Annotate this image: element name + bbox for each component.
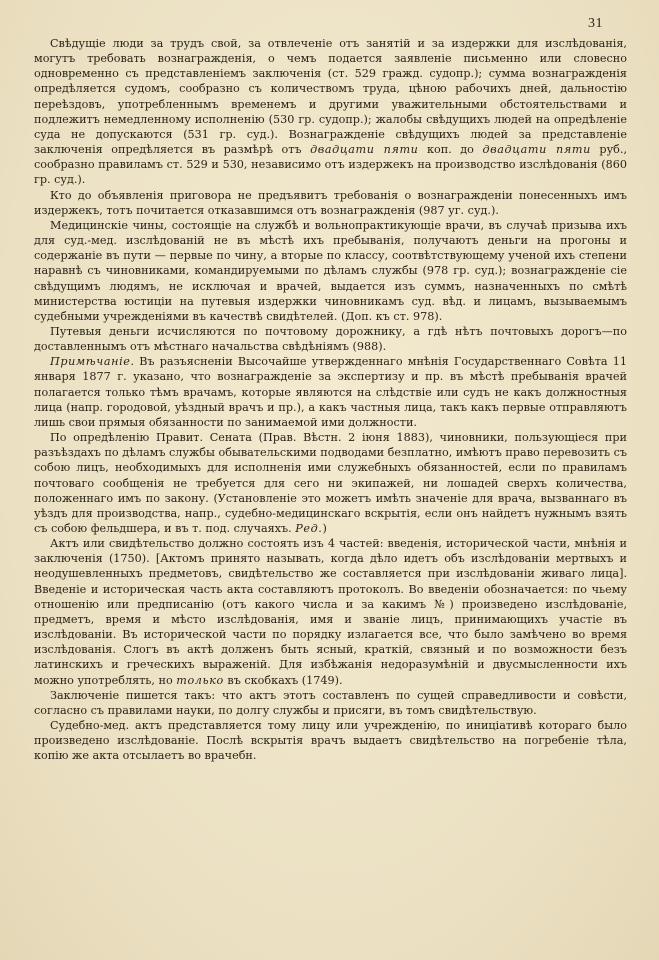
- paragraph: [34, 536, 627, 688]
- paragraph: [34, 354, 627, 430]
- paragraph-text: Медицинскіе чины, состоящіе на службѣ и вольнопрактикующіе врачи, въ случаѣ призыва ихъ для суд.-мед. изслѣдованій не въ мѣстѣ ихъ пребыванія, получаютъ деньги на прогоны и содержаніе въ пути — первые по чину, а вторые по классу, соотвѣтствующему ученой ихъ степени наравнѣ съ чиновниками, командируемыми по дѣламъ службы (978 гр. суд.); вознагражденіе сіе свѣдущимъ людямъ, не исключая и врачей, выдается изъ суммъ, назначенныхъ по смѣтѣ министерства юстиціи на путевыя издержки чиновникамъ суд. вѣд. и лицамъ, вызываемымъ судебными учрежденіями въ качествѣ свидѣтелей. (Доп. къ ст. 978).: [34, 218, 627, 323]
- paragraph: [34, 430, 627, 536]
- emphasized-text: Ред.: [295, 522, 323, 535]
- paragraph: [34, 188, 627, 218]
- paragraph-text: Актъ или свидѣтельство должно состоять изъ 4 частей: введенія, исторической части, мнѣнія и заключенія (1750). [Актомъ принято называть, когда дѣло идетъ объ изслѣдованіи мертвыхъ и неодушевленныхъ предметовъ, свидѣтельство же составляется при изслѣдованіи живаго лица]. Введеніе и историческая часть акта составляютъ протоколъ. Во введеніи обозначается: по чьему отношенію или предписанію (отъ какого числа и за какимъ №) произведено изслѣдованіе, предметъ, время и мѣсто изслѣдованія, имя и званіе лицъ, принимающихъ участіе въ изслѣдованіи. Въ исторической части по порядку излагается все, что было замѣчено во время изслѣдованія. Слогъ въ актѣ долженъ быть ясный, краткій, связный и по возможности безъ латинскихъ и греческихъ выраженій. Для избѣжанія недоразумѣній и двусмысленности ихъ можно употреблять, но: [34, 537, 627, 687]
- paragraph-text: Кто до объявленія приговора не предъявитъ требованія о вознагражденіи понесенныхъ имъ издержекъ, тотъ почитается отказавшимся отъ вознагражденія (987 уг. суд.).: [34, 188, 627, 217]
- paragraph: [34, 36, 627, 188]
- paragraph-text: . Въ разъясненіи Высочайше утвержденнаго мнѣнія Государственнаго Совѣта 11 января 1877 г. указано, что вознагражденіе за экспертизу и пр. въ мѣстѣ пребыванія врачей полагается только тѣмъ врачамъ, которые являются на слѣдствіе или судъ не какъ должностныя лица (напр. городовой, уѣздный врачъ и пр.), а какъ частныя лица, такъ какъ первые отправляютъ лишь свои прямыя обязанности по занимаемой ими должности.: [34, 355, 627, 429]
- emphasized-text: только: [176, 673, 224, 687]
- page-number: 31: [588, 16, 603, 31]
- body-text: [34, 36, 627, 764]
- paragraph: [34, 218, 627, 324]
- paragraph-text: коп. до: [418, 143, 483, 157]
- paragraph-text: Заключеніе пишется такъ: что актъ этотъ составленъ по сущей справедливости и совѣсти, согласно съ правилами науки, по долгу службы и присяги, въ томъ свидѣтельствую.: [34, 688, 627, 717]
- paragraph-text: По опредѣленію Правит. Сената (Прав. Вѣстн. 2 іюня 1883), чиновники, пользующіеся при разъѣздахъ по дѣламъ службы обывательскими подводами безплатно, имѣютъ право перевозить съ собою лицъ, необходимыхъ для исполненія ими служебныхъ обязанностей, если по правиламъ почтоваго сообщенія не требуется для сего ни экипажей, ни лошадей сверхъ количества, положеннаго имъ по закону. (Установленіе это можетъ имѣть значеніе для врача, вызваннаго въ уѣздъ для производства, напр., судебно-медицинскаго вскрытія, если онъ найдетъ нужнымъ взять съ собою фельдшера, и въ т. под. случаяхъ.: [34, 431, 627, 535]
- emphasized-text: двадцати пяти: [482, 143, 591, 157]
- paragraph-text: Судебно-мед. актъ представляется тому лицу или учрежденію, по иниціативѣ котораго было произведено изслѣдованіе. Послѣ вскрытія врачъ выдаетъ свидѣтельство на погребеніе тѣла, копію же акта отсылаетъ во врачебн.: [34, 719, 627, 763]
- paragraph: [34, 688, 627, 718]
- paragraph-text: въ скобкахъ (1749).: [223, 673, 343, 687]
- paragraph-text: ): [322, 522, 327, 535]
- paragraph: [34, 718, 627, 763]
- paragraph: [34, 324, 627, 354]
- paragraph-text: Свѣдущіе люди за трудъ свой, за отвлеченіе отъ занятій и за издержки для изслѣдованія, могутъ требовать вознагражденія, о чемъ подается заявленіе письменно или словесно одновременно съ представленіемъ заключенія (ст. 529 гражд. судопр.); сумма вознагражденія опредѣляется судомъ, сообразно съ количествомъ труда, цѣною рабочихъ дней, дальностію переѣздовъ, употребленнымъ временемъ и другими уважительными обстоятельствами и подлежитъ немедленному исполненію (530 гр. судопр.); жалобы свѣдущихъ людей на опредѣленіе суда не допускаются (531 гр. суд.). Вознагражденіе свѣдущихъ людей за представленіе заключенія опредѣляется въ размѣрѣ отъ: [34, 37, 627, 157]
- emphasized-text: Примѣчаніе: [50, 355, 131, 369]
- paragraph-text: Путевыя деньги исчисляются по почтовому дорожнику, а гдѣ нѣтъ почтовыхъ дорогъ—по доставленнымъ отъ мѣстнаго начальства свѣдѣніямъ (988).: [34, 324, 627, 354]
- paragraph-text: руб., сообразно правиламъ ст. 529 и 530, независимо отъ издержекъ на производство изслѣдованія (860 гр. суд.).: [34, 143, 628, 187]
- emphasized-text: двадцати пяти: [310, 143, 419, 157]
